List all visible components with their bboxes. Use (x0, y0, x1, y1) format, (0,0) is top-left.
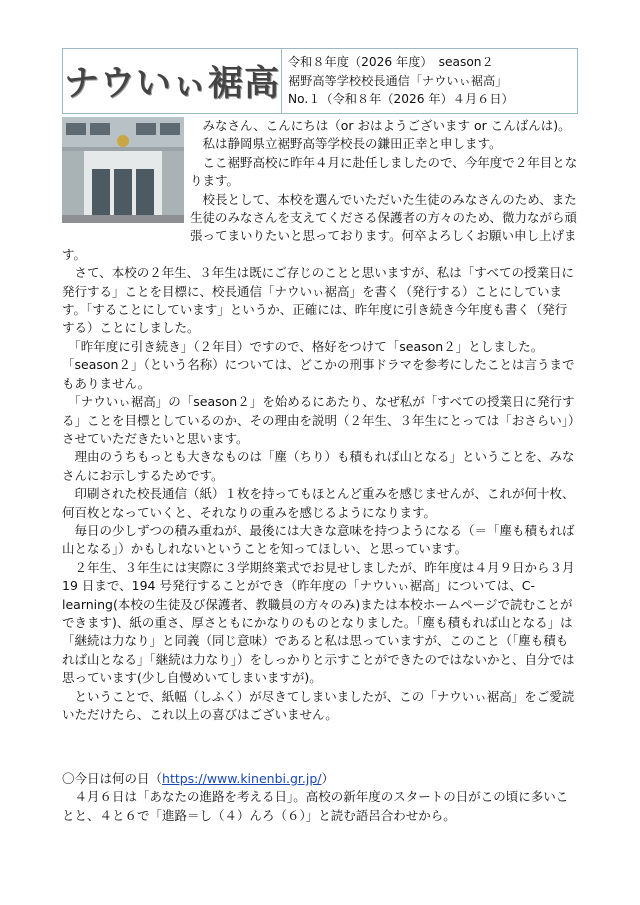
paragraph: 毎日の少しずつの積み重ねが、最後には大きな意味を持つようになる（＝「塵も積もれば山となる」）かもしれないということを知ってほしい、と思っています。 (62, 522, 575, 557)
paragraph: みなさん、こんにちは（or おはようございます or こんばんは)。 (190, 118, 571, 133)
newsletter-header (62, 48, 578, 114)
letter-body (62, 117, 578, 724)
today-text: ４月６日は「あなたの進路を考える日」。高校の新年度のスタートの日がこの頃に多いことと、４と６で「進路＝し（４）んろ（６）」と読む語呂合わせから。 (62, 789, 569, 823)
today-heading (62, 770, 578, 788)
paragraph: ２年生、３年生には実際に３学期終業式でお見せしましたが、昨年度は４月９日から３月 19 日まで、194 号発行することができ（昨年度の「ナウいぃ裾高」については、C-learning(本校の生徒及び保護者、教職員の方々のみ)または本校ホームページで読むことができます)、紙の重さ、厚さともにかなりのものとなりました。「塵も積もれば山となる」は「継続は力なり」と同義（同じ意味）であると私は思っていますが、このこと（「塵も積もれば山となる」「継続は力なり」）をしっかりと示すことができたのではないかと、自分では思っています(少し自慢めいてしまいますが)。 (62, 559, 575, 686)
today-section (62, 770, 578, 825)
paragraph: 印刷された校長通信（紙）１枚を持ってもほとんど重みを感じませんが、これが何十枚、何百枚となっていくと、それなりの重みを感じるようになります。 (62, 486, 575, 520)
paragraph: ここ裾野高校に昨年４月に赴任しましたので、今年度で２年目となります。 (190, 154, 578, 189)
photo-spacer (62, 117, 190, 229)
paragraph: 「ナウいぃ裾高」の「season２」を始めるにあたり、なぜ私が「すべての授業日に発行する」ことを目標としているのか、その理由を説明（２年生、３年生にとっては「おさらい」）させていただきたいと思います。 (62, 394, 575, 446)
kinenbi-link[interactable]: https://www.kinenbi.gr.jp/ (162, 771, 322, 786)
issue-info (282, 49, 514, 113)
today-heading-prefix: 〇今日は何の日（ (62, 771, 163, 786)
paragraph: ということで、紙幅（しふく）が尽きてしまいましたが、この「ナウいぃ裾高」をご愛読いただけたら、これ以上の喜びはございません。 (62, 688, 575, 722)
issue-number-date: No.１（令和８年（2026 年）４月６日） (288, 92, 514, 106)
paragraph: 校長として、本校を選んでいただいた生徒のみなさんのため、また生徒のみなさんを支えてくださる保護者の方々のため、微力ながら頑張ってまいりたいと思っております。何卒よろしくお願い申し上げます。 (62, 191, 578, 262)
today-heading-suffix: ） (321, 771, 334, 786)
paragraph: さて、本校の２年生、３年生は既にご存じのことと思いますが、私は「すべての授業日に発行する」ことを目標に、校長通信「ナウいぃ裾高」を書く（発行する）ことにしています。「することにしています」というか、正確には、昨年度に引き続き今年度も書く（発行する）ことにしました。 (62, 265, 575, 336)
publication-name: 裾野高等学校校長通信「ナウいぃ裾高」 (288, 73, 508, 88)
masthead (63, 49, 282, 113)
paragraph: 「昨年度に引き続き」（２年目）ですので、格好をつけて「season２」としました。「season２」（という名称）については、どこかの刑事ドラマを参考にしたことは言うまでもありません。 (62, 338, 575, 391)
fiscal-year: 令和８年度（2026 年度） season２ (288, 55, 494, 69)
masthead-title: ナウいぃ裾高 (63, 64, 280, 104)
paragraph: 理由のうちもっとも大きなものは「塵（ちり）も積もれば山となる」ということを、みなさんにお示しするためです。 (62, 449, 575, 483)
paragraph: 私は静岡県立裾野高等学校長の鎌田正幸と申します。 (190, 136, 502, 152)
